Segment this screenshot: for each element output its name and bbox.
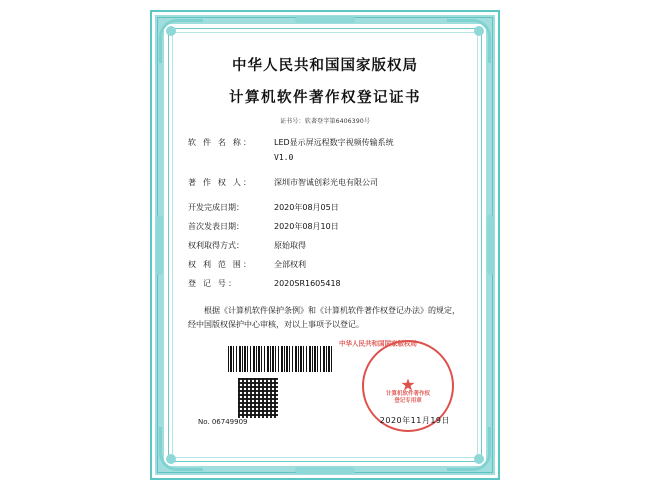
corner-dot-top-right (474, 26, 484, 36)
corner-dot-bottom-right (474, 454, 484, 464)
seal-star-icon: ★ (400, 375, 416, 396)
field-label: 著 作 权 人： (188, 178, 254, 187)
certificate-serial-number: No. 06749909 (198, 418, 248, 426)
field-value-text: LED显示屏远程数字视频传输系统 (274, 138, 394, 147)
seal-center-text (369, 391, 447, 405)
edge-ornament-left (156, 215, 163, 275)
edge-ornament-bottom (295, 467, 355, 474)
field-row-copyright-owner (188, 177, 470, 189)
field-value-version: V1.0 (274, 153, 294, 162)
field-value: 2020年08月10日 (274, 222, 339, 231)
field-label: 登 记 号： (188, 279, 239, 288)
certificate-sheet (150, 10, 500, 480)
field-value: 2020年08月05日 (274, 203, 339, 212)
legal-statement: 根据《计算机软件保护条例》和《计算机软件著作权登记办法》的规定，经中国版权保护中心审核，对以上事项予以登记。 (188, 306, 460, 329)
field-label: 权 利 范 围： (188, 260, 254, 269)
field-row-software-name (188, 137, 470, 164)
field-label: 首次发表日期： (188, 222, 244, 231)
issuing-authority-title: 中华人民共和国国家版权局 (232, 58, 418, 74)
field-label: 开发完成日期： (188, 203, 244, 212)
seal-center-line-2: 登记专用章 (394, 398, 422, 405)
edge-ornament-right (487, 215, 494, 275)
certificate-content (180, 40, 470, 450)
field-row-rights-acquisition (188, 240, 470, 252)
field-row-rights-scope (188, 259, 470, 271)
field-value: 深圳市智诚创彩光电有限公司 (274, 178, 378, 187)
corner-dot-top-left (166, 26, 176, 36)
field-row-registration-number (188, 278, 470, 290)
corner-dot-bottom-left (166, 454, 176, 464)
field-label: 权利取得方式： (188, 241, 244, 250)
field-row-first-publish-date (188, 221, 470, 233)
edge-ornament-top (295, 16, 355, 23)
field-label: 软 件 名 称： (188, 138, 254, 147)
qr-code-icon (238, 378, 278, 418)
certificate-title: 计算机软件著作权登记证书 (229, 90, 421, 106)
field-value: 2020SR1605418 (274, 279, 341, 288)
seal-arc-label: 中华人民共和国国家版权局 (339, 339, 418, 348)
seal-center-line-1: 计算机软件著作权 (385, 391, 430, 398)
certificate-fields (180, 137, 470, 290)
barcode-area (228, 346, 336, 418)
field-value (274, 137, 470, 164)
field-value: 原始取得 (274, 241, 306, 250)
field-value: 全部权利 (274, 260, 306, 269)
barcode-icon (228, 346, 332, 372)
certificate-number-line: 证书号：软著登字第6406390号 (279, 118, 371, 125)
issue-date: 2020年11月19日 (379, 416, 450, 425)
field-row-development-date (188, 202, 470, 214)
